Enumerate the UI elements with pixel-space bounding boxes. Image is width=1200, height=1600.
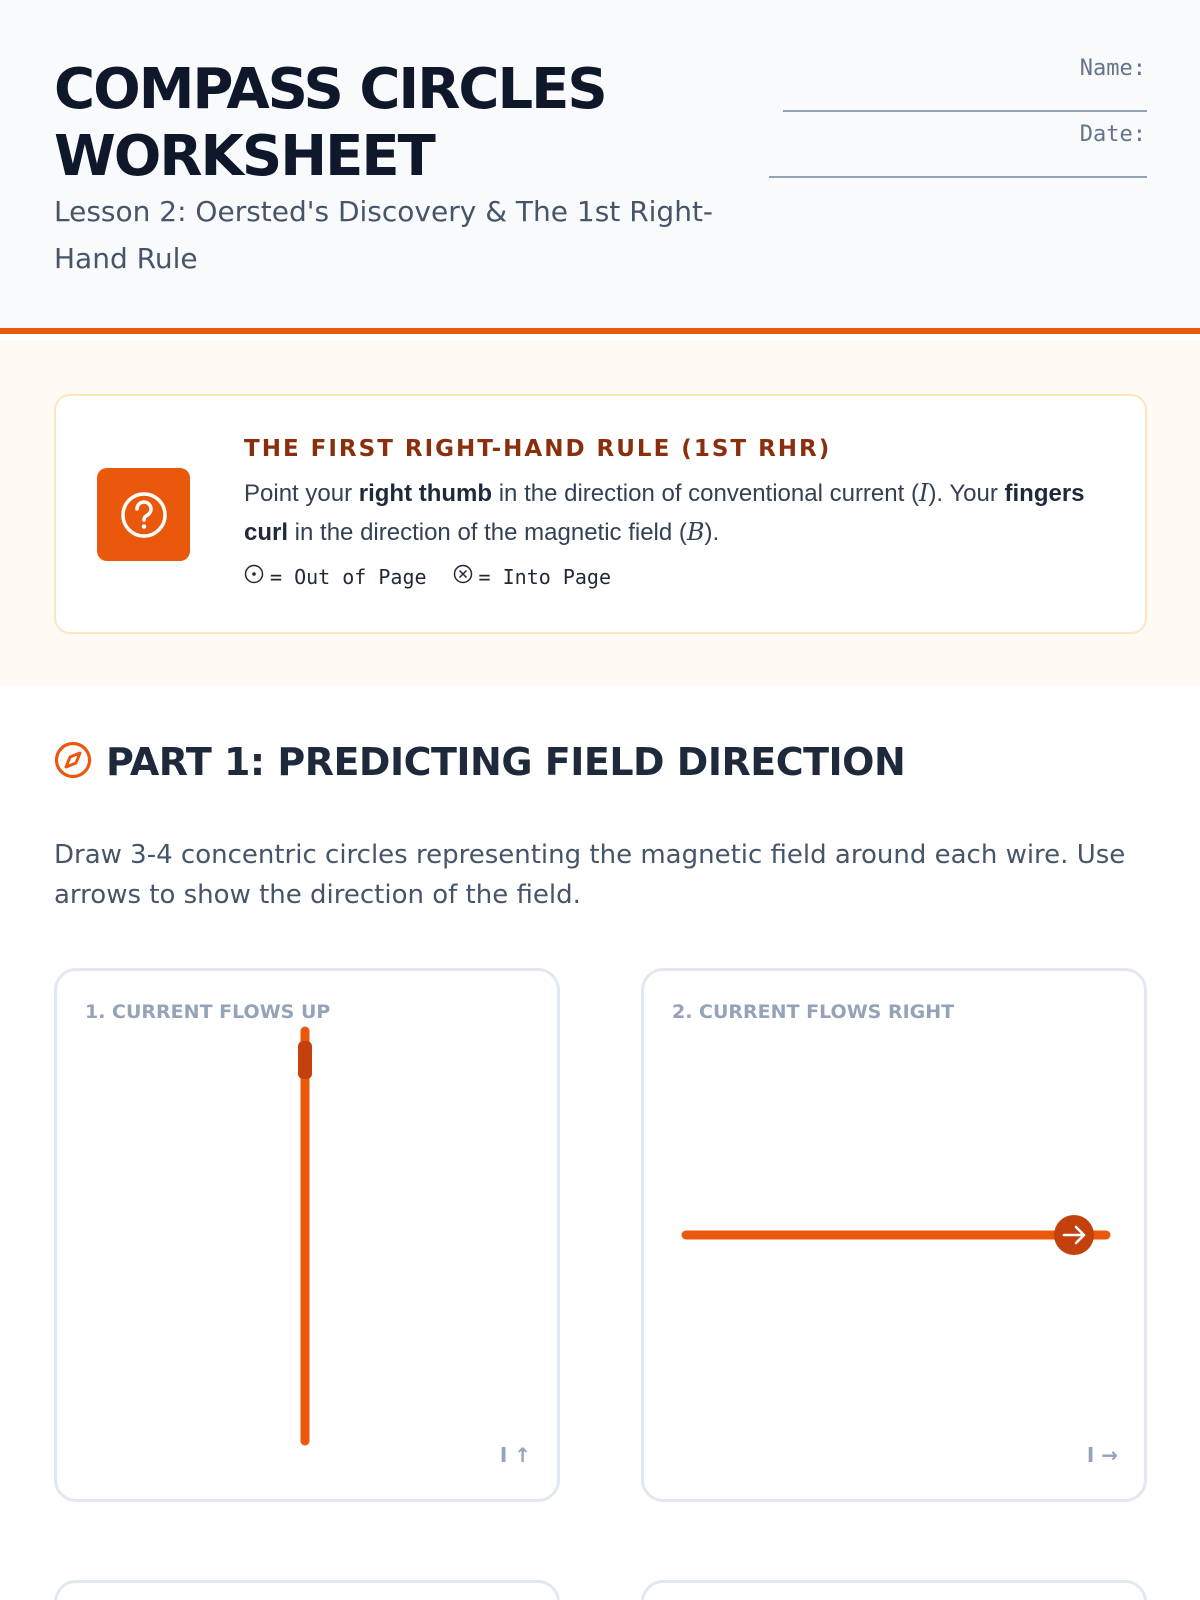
date-label: Date:: [1079, 122, 1146, 147]
current-marker: [298, 1041, 312, 1079]
horizontal-wire: [644, 971, 1147, 1502]
arrow-right-icon: [1054, 1215, 1094, 1255]
part1-title: PART 1: PREDICTING FIELD DIRECTION: [106, 740, 906, 784]
drawing-panel-current-up[interactable]: [54, 968, 560, 1502]
rule-emphasis-thumb: right thumb: [358, 480, 493, 507]
legend-into-text: = Into Page: [478, 564, 611, 589]
vertical-wire: [57, 971, 560, 1502]
current-symbol: I: [918, 479, 929, 507]
legend-out-text: = Out of Page: [270, 564, 427, 589]
part1-instructions: Draw 3-4 concentric circles representing the magnetic field around each wire. Use arrows to show the direction of the field.: [54, 840, 1126, 910]
name-field[interactable]: [783, 110, 1147, 112]
part1-heading: [54, 740, 905, 784]
worksheet-title: COMPASS CIRCLES WORKSHEET: [54, 57, 606, 189]
rule-description: Point your right thumb in the direction of conventional current (I). Your fingers curl in the direction of the magnetic field (B).: [244, 479, 1085, 546]
current-direction-indicator: I ↑: [499, 1443, 531, 1467]
panel-label: 1. CURRENT FLOWS UP: [85, 1001, 331, 1023]
worksheet-header: [0, 0, 1200, 334]
rule-callout-card: [54, 394, 1147, 634]
rule-heading: THE FIRST RIGHT-HAND RULE (1ST RHR): [244, 436, 832, 462]
worksheet-subtitle: Lesson 2: Oersted's Discovery & The 1st Right-Hand Rule: [54, 195, 714, 275]
date-field[interactable]: [769, 176, 1147, 178]
drawing-panel-current-right[interactable]: [641, 968, 1147, 1502]
symbol-legend: [244, 564, 611, 589]
current-direction-indicator: I →: [1086, 1443, 1118, 1467]
question-icon: [97, 468, 190, 561]
panel-label: 2. CURRENT FLOWS RIGHT: [672, 1001, 955, 1023]
into-page-icon: [453, 564, 473, 589]
compass-icon: [54, 741, 92, 784]
field-symbol: B: [686, 518, 705, 546]
out-of-page-icon: [244, 564, 264, 589]
drawing-panel-4[interactable]: [641, 1580, 1147, 1600]
rule-emphasis-fingers: fingers curl: [244, 480, 1085, 546]
name-label: Name:: [1079, 56, 1146, 81]
drawing-panel-3[interactable]: [54, 1580, 560, 1600]
rule-section: [0, 340, 1200, 686]
